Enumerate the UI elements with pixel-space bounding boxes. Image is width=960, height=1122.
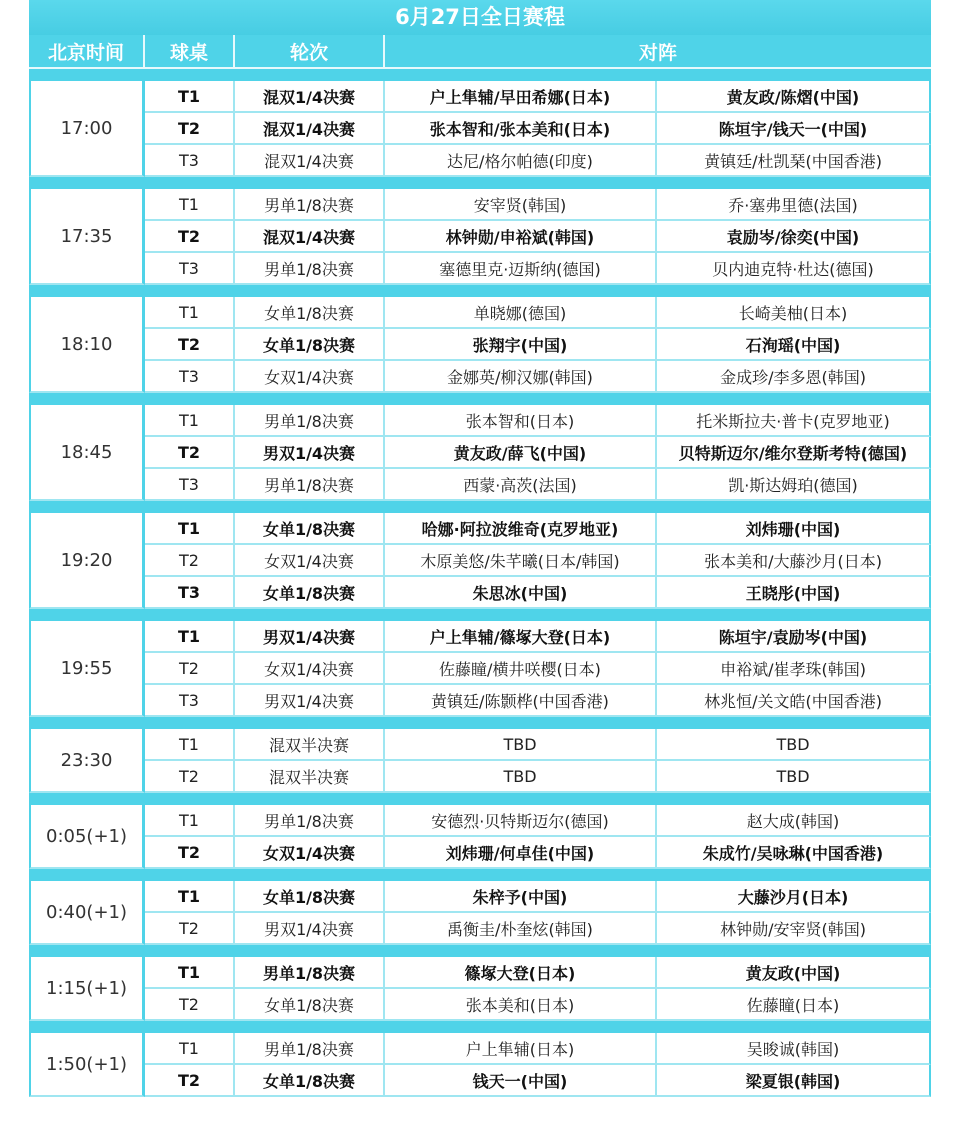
- round-cell: 男双1/4决赛: [235, 685, 385, 717]
- block-separator: [29, 793, 931, 805]
- team-b-cell: 袁励岑/徐奕(中国): [657, 221, 931, 253]
- time-cell: 1:15(+1): [29, 957, 145, 1021]
- block-separator: [29, 393, 931, 405]
- team-b-cell: 石洵瑶(中国): [657, 329, 931, 361]
- team-b-cell: 陈垣宇/袁励岑(中国): [657, 621, 931, 653]
- block-separator: [29, 1021, 931, 1033]
- schedule-body: [29, 69, 931, 1097]
- team-a-cell: 西蒙·高茨(法国): [385, 469, 657, 501]
- match-row: [29, 221, 931, 253]
- match-row: [29, 1065, 931, 1097]
- table-cell: T2: [145, 913, 235, 945]
- round-cell: 男单1/8决赛: [235, 1033, 385, 1065]
- round-cell: 女单1/8决赛: [235, 989, 385, 1021]
- table-cell: T1: [145, 189, 235, 221]
- round-cell: 女单1/8决赛: [235, 297, 385, 329]
- match-row: [29, 329, 931, 361]
- separator-cell: [29, 793, 931, 805]
- team-a-cell: 单晓娜(德国): [385, 297, 657, 329]
- team-b-cell: 赵大成(韩国): [657, 805, 931, 837]
- separator-cell: [29, 1021, 931, 1033]
- time-cell: 17:35: [29, 189, 145, 285]
- table-cell: T1: [145, 297, 235, 329]
- table-cell: T3: [145, 469, 235, 501]
- match-row: [29, 297, 931, 329]
- round-cell: 女双1/4决赛: [235, 361, 385, 393]
- header-round: 轮次: [235, 35, 385, 69]
- table-cell: T3: [145, 253, 235, 285]
- team-b-cell: 凯·斯达姆珀(德国): [657, 469, 931, 501]
- team-b-cell: 托米斯拉夫·普卡(克罗地亚): [657, 405, 931, 437]
- table-cell: T1: [145, 81, 235, 113]
- round-cell: 男单1/8决赛: [235, 957, 385, 989]
- match-row: [29, 577, 931, 609]
- team-b-cell: 佐藤瞳(日本): [657, 989, 931, 1021]
- round-cell: 混双半决赛: [235, 761, 385, 793]
- time-cell: 18:10: [29, 297, 145, 393]
- page-title: 6月27日全日赛程: [29, 0, 931, 35]
- team-a-cell: 篠塚大登(日本): [385, 957, 657, 989]
- team-b-cell: 刘炜珊(中国): [657, 513, 931, 545]
- match-row: [29, 761, 931, 793]
- team-b-cell: 乔·塞弗里德(法国): [657, 189, 931, 221]
- match-row: [29, 469, 931, 501]
- time-cell: 17:00: [29, 81, 145, 177]
- team-b-cell: TBD: [657, 729, 931, 761]
- block-separator: [29, 945, 931, 957]
- team-a-cell: 张本智和(日本): [385, 405, 657, 437]
- table-cell: T3: [145, 361, 235, 393]
- team-a-cell: 朱思冰(中国): [385, 577, 657, 609]
- team-a-cell: 户上隼辅/早田希娜(日本): [385, 81, 657, 113]
- team-b-cell: 陈垣宇/钱天一(中国): [657, 113, 931, 145]
- round-cell: 女双1/4决赛: [235, 653, 385, 685]
- round-cell: 男单1/8决赛: [235, 189, 385, 221]
- team-a-cell: TBD: [385, 761, 657, 793]
- block-separator: [29, 285, 931, 297]
- table-cell: T2: [145, 653, 235, 685]
- team-a-cell: 张翔宇(中国): [385, 329, 657, 361]
- block-separator: [29, 69, 931, 81]
- round-cell: 女双1/4决赛: [235, 545, 385, 577]
- team-a-cell: 张本美和(日本): [385, 989, 657, 1021]
- round-cell: 女单1/8决赛: [235, 329, 385, 361]
- round-cell: 混双半决赛: [235, 729, 385, 761]
- table-cell: T2: [145, 437, 235, 469]
- separator-cell: [29, 177, 931, 189]
- team-b-cell: 黄镇廷/杜凯琹(中国香港): [657, 145, 931, 177]
- team-b-cell: 王晓彤(中国): [657, 577, 931, 609]
- match-row: [29, 113, 931, 145]
- round-cell: 男双1/4决赛: [235, 913, 385, 945]
- team-a-cell: 户上隼辅(日本): [385, 1033, 657, 1065]
- table-cell: T1: [145, 805, 235, 837]
- table-cell: T2: [145, 989, 235, 1021]
- match-row: [29, 545, 931, 577]
- match-row: [29, 189, 931, 221]
- header-table: 球桌: [145, 35, 235, 69]
- round-cell: 女双1/4决赛: [235, 837, 385, 869]
- team-a-cell: 佐藤瞳/横井咲樱(日本): [385, 653, 657, 685]
- round-cell: 混双1/4决赛: [235, 221, 385, 253]
- schedule-table: [29, 35, 931, 1097]
- team-b-cell: 吴晙诚(韩国): [657, 1033, 931, 1065]
- table-cell: T1: [145, 1033, 235, 1065]
- team-b-cell: 林钟勋/安宰贤(韩国): [657, 913, 931, 945]
- round-cell: 女单1/8决赛: [235, 513, 385, 545]
- header-row: [29, 35, 931, 69]
- round-cell: 女单1/8决赛: [235, 577, 385, 609]
- round-cell: 混双1/4决赛: [235, 113, 385, 145]
- team-a-cell: 金娜英/柳汉娜(韩国): [385, 361, 657, 393]
- table-cell: T1: [145, 621, 235, 653]
- team-b-cell: TBD: [657, 761, 931, 793]
- table-cell: T3: [145, 577, 235, 609]
- team-a-cell: 木原美悠/朱芊曦(日本/韩国): [385, 545, 657, 577]
- table-cell: T2: [145, 545, 235, 577]
- block-separator: [29, 717, 931, 729]
- team-b-cell: 梁夏银(韩国): [657, 1065, 931, 1097]
- match-row: [29, 989, 931, 1021]
- team-a-cell: 黄镇廷/陈颢桦(中国香港): [385, 685, 657, 717]
- team-a-cell: 朱梓予(中国): [385, 881, 657, 913]
- match-row: [29, 437, 931, 469]
- separator-cell: [29, 717, 931, 729]
- match-row: [29, 913, 931, 945]
- round-cell: 男单1/8决赛: [235, 405, 385, 437]
- team-a-cell: 哈娜·阿拉波维奇(克罗地亚): [385, 513, 657, 545]
- team-b-cell: 黄友政(中国): [657, 957, 931, 989]
- table-cell: T2: [145, 221, 235, 253]
- round-cell: 男单1/8决赛: [235, 805, 385, 837]
- match-row: [29, 81, 931, 113]
- match-row: [29, 253, 931, 285]
- team-a-cell: 张本智和/张本美和(日本): [385, 113, 657, 145]
- team-b-cell: 张本美和/大藤沙月(日本): [657, 545, 931, 577]
- match-row: [29, 621, 931, 653]
- match-row: [29, 1033, 931, 1065]
- table-cell: T3: [145, 145, 235, 177]
- round-cell: 女单1/8决赛: [235, 1065, 385, 1097]
- match-row: [29, 957, 931, 989]
- match-row: [29, 837, 931, 869]
- team-a-cell: 钱天一(中国): [385, 1065, 657, 1097]
- time-cell: 0:05(+1): [29, 805, 145, 869]
- team-b-cell: 长崎美柚(日本): [657, 297, 931, 329]
- time-cell: 1:50(+1): [29, 1033, 145, 1097]
- team-a-cell: 黄友政/薛飞(中国): [385, 437, 657, 469]
- table-cell: T1: [145, 513, 235, 545]
- team-a-cell: 安德烈·贝特斯迈尔(德国): [385, 805, 657, 837]
- table-cell: T1: [145, 957, 235, 989]
- time-cell: 19:20: [29, 513, 145, 609]
- team-b-cell: 申裕斌/崔孝珠(韩国): [657, 653, 931, 685]
- round-cell: 女单1/8决赛: [235, 881, 385, 913]
- block-separator: [29, 177, 931, 189]
- team-b-cell: 金成珍/李多恩(韩国): [657, 361, 931, 393]
- time-cell: 0:40(+1): [29, 881, 145, 945]
- table-cell: T2: [145, 113, 235, 145]
- match-row: [29, 685, 931, 717]
- table-cell: T2: [145, 329, 235, 361]
- block-separator: [29, 501, 931, 513]
- match-row: [29, 405, 931, 437]
- table-cell: T3: [145, 685, 235, 717]
- header-time: 北京时间: [29, 35, 145, 69]
- team-a-cell: 达尼/格尔帕德(印度): [385, 145, 657, 177]
- block-separator: [29, 609, 931, 621]
- table-cell: T1: [145, 881, 235, 913]
- separator-cell: [29, 945, 931, 957]
- team-b-cell: 贝内迪克特·杜达(德国): [657, 253, 931, 285]
- separator-cell: [29, 501, 931, 513]
- team-a-cell: 安宰贤(韩国): [385, 189, 657, 221]
- table-cell: T1: [145, 405, 235, 437]
- schedule-sheet: [29, 0, 931, 1097]
- team-a-cell: 林钟勋/申裕斌(韩国): [385, 221, 657, 253]
- team-b-cell: 朱成竹/吴咏琳(中国香港): [657, 837, 931, 869]
- block-separator: [29, 869, 931, 881]
- round-cell: 混双1/4决赛: [235, 145, 385, 177]
- separator-cell: [29, 285, 931, 297]
- match-row: [29, 653, 931, 685]
- time-cell: 23:30: [29, 729, 145, 793]
- table-cell: T2: [145, 1065, 235, 1097]
- match-row: [29, 805, 931, 837]
- round-cell: 男单1/8决赛: [235, 253, 385, 285]
- time-cell: 19:55: [29, 621, 145, 717]
- team-a-cell: 户上隼辅/篠塚大登(日本): [385, 621, 657, 653]
- match-row: [29, 881, 931, 913]
- team-a-cell: TBD: [385, 729, 657, 761]
- match-row: [29, 361, 931, 393]
- team-a-cell: 塞德里克·迈斯纳(德国): [385, 253, 657, 285]
- header-matchup: 对阵: [385, 35, 931, 69]
- round-cell: 混双1/4决赛: [235, 81, 385, 113]
- team-b-cell: 黄友政/陈熠(中国): [657, 81, 931, 113]
- team-b-cell: 贝特斯迈尔/维尔登斯考特(德国): [657, 437, 931, 469]
- match-row: [29, 729, 931, 761]
- team-a-cell: 禹衡圭/朴奎炫(韩国): [385, 913, 657, 945]
- round-cell: 男双1/4决赛: [235, 437, 385, 469]
- match-row: [29, 145, 931, 177]
- time-cell: 18:45: [29, 405, 145, 501]
- round-cell: 男单1/8决赛: [235, 469, 385, 501]
- team-b-cell: 林兆恒/关文皓(中国香港): [657, 685, 931, 717]
- separator-cell: [29, 869, 931, 881]
- separator-cell: [29, 393, 931, 405]
- table-cell: T2: [145, 761, 235, 793]
- round-cell: 男双1/4决赛: [235, 621, 385, 653]
- team-b-cell: 大藤沙月(日本): [657, 881, 931, 913]
- match-row: [29, 513, 931, 545]
- separator-cell: [29, 69, 931, 81]
- table-cell: T1: [145, 729, 235, 761]
- team-a-cell: 刘炜珊/何卓佳(中国): [385, 837, 657, 869]
- separator-cell: [29, 609, 931, 621]
- table-cell: T2: [145, 837, 235, 869]
